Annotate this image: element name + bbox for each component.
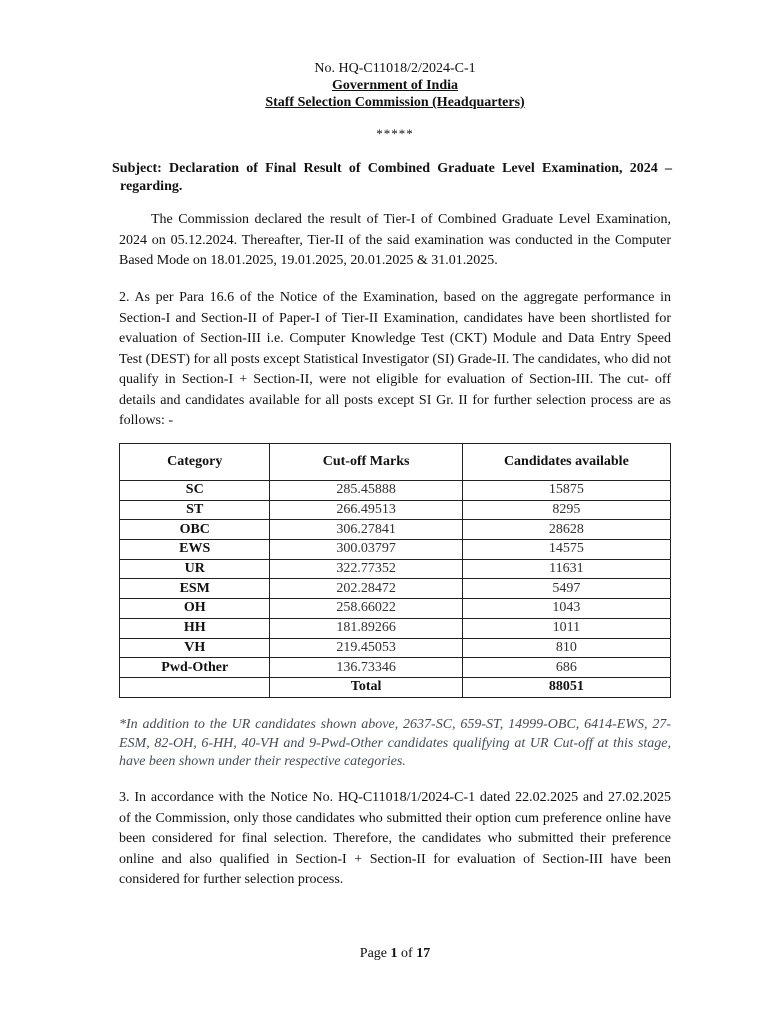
category-cell: VH (120, 638, 270, 658)
cutoff-cell: 219.45053 (270, 638, 462, 658)
category-cell: EWS (120, 540, 270, 560)
cutoff-cell: 136.73346 (270, 658, 462, 678)
reference-number: No. HQ-C11018/2/2024-C-1 (314, 61, 476, 76)
candidates-cell: 15875 (462, 481, 670, 501)
cutoff-cell: 202.28472 (270, 579, 462, 599)
candidates-cell: 810 (462, 638, 670, 658)
table-row (120, 520, 671, 540)
table-row (120, 579, 671, 599)
subject-line (112, 160, 672, 196)
cutoff-cell: 258.66022 (270, 599, 462, 619)
table-row (120, 500, 671, 520)
paragraph-2: 2. As per Para 16.6 of the Notice of the Examination, based on the aggregate performance in Section-I and Section-II of Paper-I of Tier-II Examination, candidates have been shortlisted for evaluation of Section-III i.e. Computer Knowledge Test (CKT) Module and Data Entry Speed Test (DEST) for all posts except Statistical Investigator (SI) Grade-II. The candidates, who did not qualify in Section-I + Section-II, were not eligible for evaluation of Section-III. The cut- off details and candidates available for all posts except SI Gr. II for further selection process are as follows: - (119, 290, 671, 428)
category-cell: HH (120, 618, 270, 638)
total-empty-cell (120, 677, 270, 697)
header-cutoff-marks: Cut-off Marks (270, 444, 462, 481)
cutoff-cell: 322.77352 (270, 559, 462, 579)
candidates-cell: 5497 (462, 579, 670, 599)
page-of: of (401, 946, 413, 961)
candidates-cell: 14575 (462, 540, 670, 560)
table-row (120, 559, 671, 579)
category-cell: OBC (120, 520, 270, 540)
table-row (120, 658, 671, 678)
category-cell: ESM (120, 579, 270, 599)
government-title: Government of India (332, 78, 458, 93)
candidates-cell: 1043 (462, 599, 670, 619)
category-cell: UR (120, 559, 270, 579)
separator-stars: ***** (376, 126, 414, 141)
paragraph-3: 3. In accordance with the Notice No. HQ-C11018/1/2024-C-1 dated 22.02.2025 and 27.02.2025 of the Commission, only those candidates who submitted their option cum preference online have been considered for final selection. Therefore, the candidates who submitted their preference online and also qualified in Section-I + Section-II for evaluation of Section-III have been considered for further selection process. (119, 790, 671, 887)
subject-line-1: Subject: Declaration of Final Result of Combined Graduate Level Examination, 2024 – (112, 161, 672, 176)
candidates-cell: 28628 (462, 520, 670, 540)
footnote: *In addition to the UR candidates shown above, 2637-SC, 659-ST, 14999-OBC, 6414-EWS, 27-ESM, 82-OH, 6-HH, 40-VH and 9-Pwd-Other candidates qualifying at UR Cut-off at this stage, have been shown under their respective categories. (119, 717, 671, 769)
table-row (120, 599, 671, 619)
table-row (120, 618, 671, 638)
table-total-row (120, 677, 671, 697)
header-candidates-available: Candidates available (462, 444, 670, 481)
page-footer (0, 946, 768, 962)
page-label: Page (359, 946, 388, 961)
candidates-cell: 1011 (462, 618, 670, 638)
page-total: 17 (416, 946, 431, 961)
category-cell: Pwd-Other (120, 658, 270, 678)
total-value: 88051 (462, 677, 670, 697)
cutoff-cell: 266.49513 (270, 500, 462, 520)
candidates-cell: 8295 (462, 500, 670, 520)
header-category: Category (120, 444, 270, 481)
category-cell: OH (120, 599, 270, 619)
paragraph-1: The Commission declared the result of Tier-I of Combined Graduate Level Examination, 2024 on 05.12.2024. Thereafter, Tier-II of the said examination was conducted in the Computer Based Mode on 18.01.2025, 19.01.2025, 20.01.2025 & 31.01.2025. (119, 212, 671, 268)
cutoff-cell: 300.03797 (270, 540, 462, 560)
total-label: Total (270, 677, 462, 697)
subject-line-2: regarding. (120, 179, 183, 194)
letter-header (0, 60, 768, 111)
category-cell: SC (120, 481, 270, 501)
table-header-row (120, 444, 671, 481)
candidates-cell: 11631 (462, 559, 670, 579)
table-row (120, 481, 671, 501)
cutoff-cell: 181.89266 (270, 618, 462, 638)
page-current: 1 (390, 946, 398, 961)
cutoff-cell: 306.27841 (270, 520, 462, 540)
cutoff-cell: 285.45888 (270, 481, 462, 501)
candidates-cell: 686 (462, 658, 670, 678)
commission-title: Staff Selection Commission (Headquarters) (265, 95, 525, 110)
table-row (120, 540, 671, 560)
category-cell: ST (120, 500, 270, 520)
table-row (120, 638, 671, 658)
cutoff-table (119, 443, 671, 698)
